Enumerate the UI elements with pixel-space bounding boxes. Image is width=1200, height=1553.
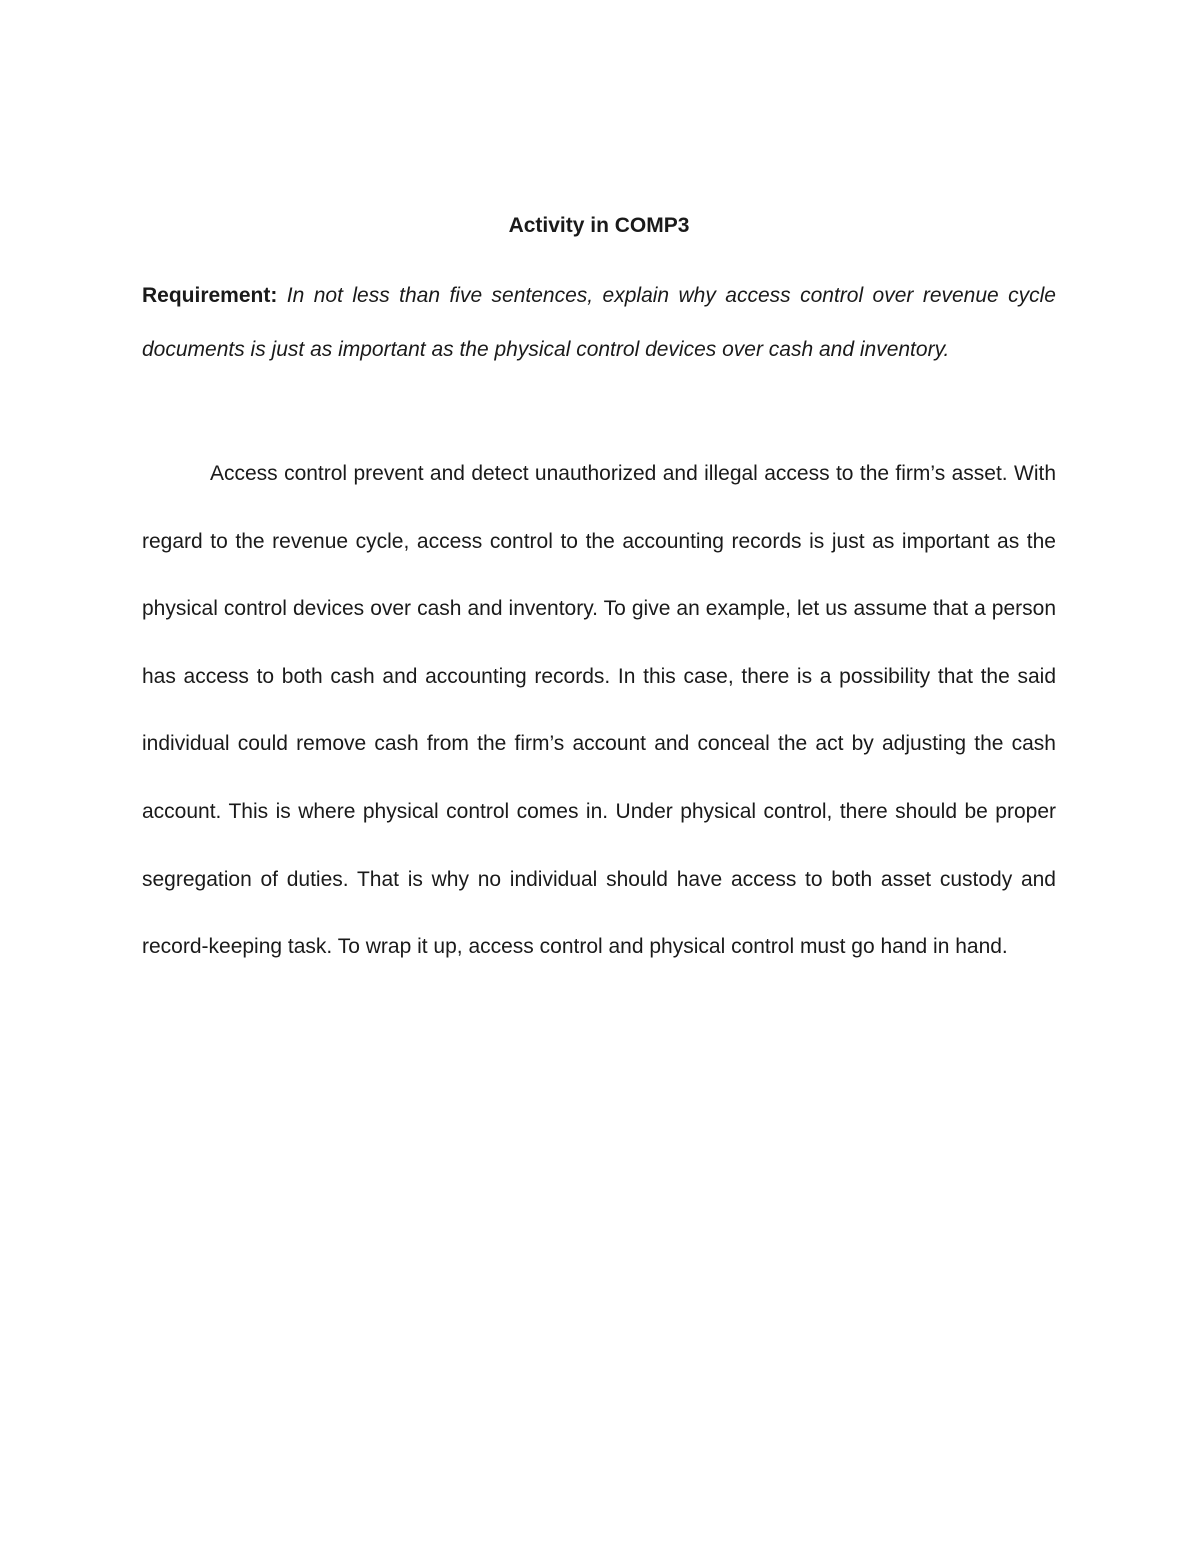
requirement-paragraph: [142, 269, 1056, 377]
requirement-text: In not less than five sentences, explain why access control over revenue cycle documents is just as important as the physical control devices over cash and inventory.: [142, 284, 1056, 361]
document-page: [142, 0, 1056, 1553]
requirement-label: Requirement:: [142, 284, 278, 307]
document-title: Activity in COMP3: [508, 214, 690, 237]
answer-paragraph: Access control prevent and detect unauthorized and illegal access to the firm’s asset. With regard to the revenue cycle, access control to the accounting records is just as important as the physical control devices over cash and inventory. To give an example, let us assume that a person has access to both cash and accounting records. In this case, there is a possibility that the said individual could remove cash from the firm’s account and conceal the act by adjusting the cash account. This is where physical control comes in. Under physical control, there should be proper segregation of duties. That is why no individual should have access to both asset custody and record-keeping task. To wrap it up, access control and physical control must go hand in hand.: [142, 462, 1056, 959]
